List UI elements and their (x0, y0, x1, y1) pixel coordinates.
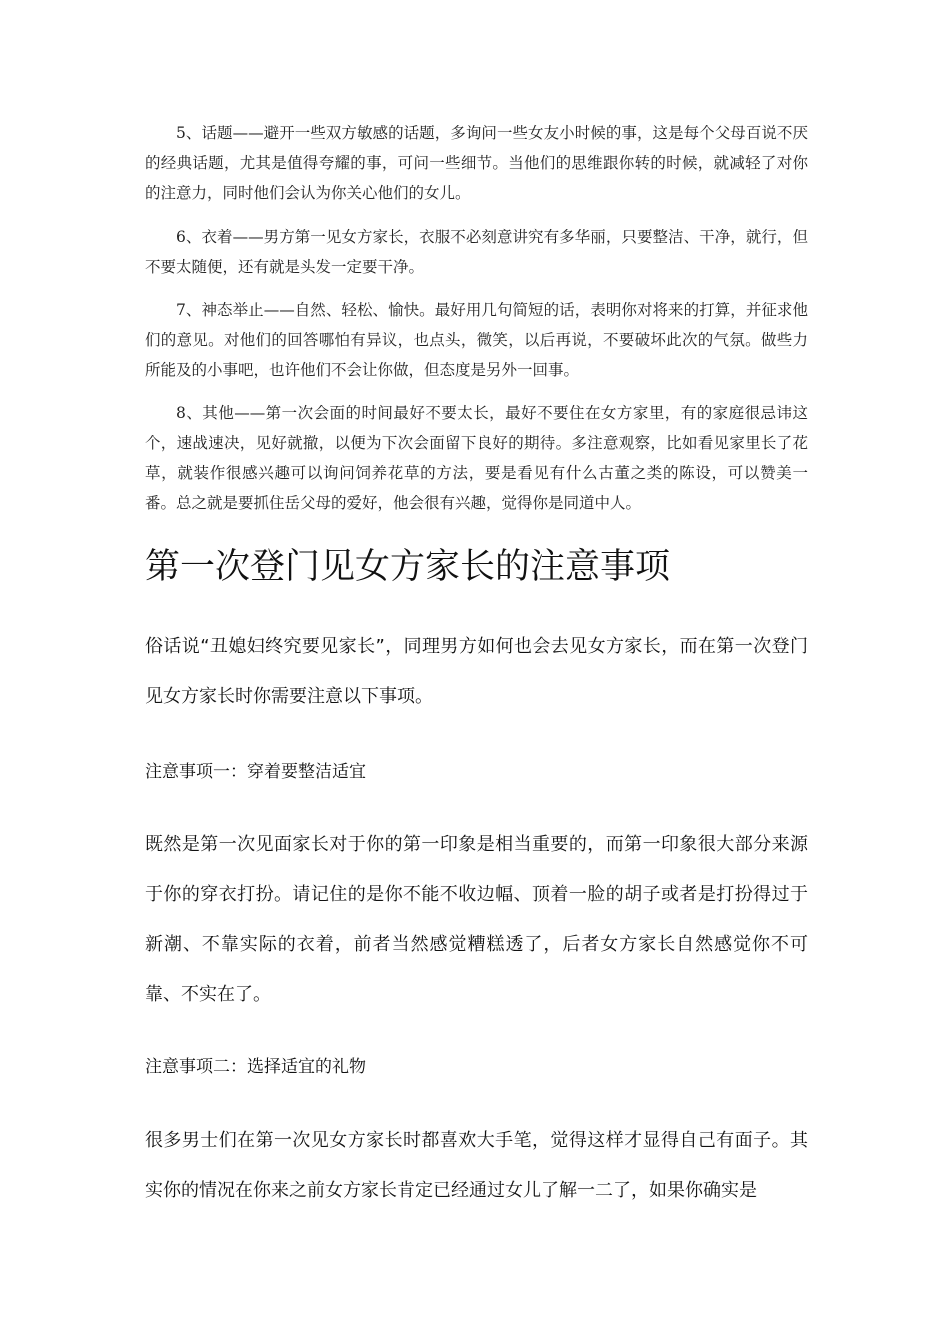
paragraph-topic: 5、话题——避开一些双方敏感的话题，多询问一些女友小时候的事，这是每个父母百说不厌的经典话题，尤其是值得夸耀的事，可问一些细节。当他们的思维跟你转的时候，就减轻了对你的注意力，同时他们会认为你关心他们的女儿。 (145, 124, 808, 202)
item2-body: 很多男士们在第一次见女方家长时都喜欢大手笔，觉得这样才显得自己有面子。其实你的情况在你来之前女方家长肯定已经通过女儿了解一二了，如果你确实是 (145, 1130, 808, 1201)
item1-body: 既然是第一次见面家长对于你的第一印象是相当重要的，而第一印象很大部分来源于你的穿衣打扮。请记住的是你不能不收边幅、顶着一脸的胡子或者是打扮得过于新潮、不靠实际的衣着，前者当然感觉糟糕透了，后者女方家长自然感觉你不可靠、不实在了。 (145, 834, 808, 1005)
article-intro: 俗话说“丑媳妇终究要见家长”，同理男方如何也会去见女方家长，而在第一次登门见女方家长时你需要注意以下事项。 (145, 636, 808, 707)
item1-heading: 注意事项一：穿着要整洁适宜 (145, 762, 366, 782)
article-title: 第一次登门见女方家长的注意事项 (145, 547, 671, 587)
paragraph-manner: 7、神态举止——自然、轻松、愉快。最好用几句简短的话，表明你对将来的打算，并征求他们的意见。对他们的回答哪怕有异议，也点头，微笑，以后再说，不要破坏此次的气氛。做些力所能及的小事吧，也许他们不会让你做，但态度是另外一回事。 (145, 301, 808, 379)
paragraph-other: 8、其他——第一次会面的时间最好不要太长，最好不要住在女方家里，有的家庭很忌讳这个，速战速决，见好就撤，以便为下次会面留下良好的期待。多注意观察，比如看见家里长了花草，就装作很感兴趣可以询问饲养花草的方法，要是看见有什么古董之类的陈设，可以赞美一番。总之就是要抓住岳父母的爱好，他会很有兴趣，觉得你是同道中人。 (145, 404, 808, 512)
item2-heading: 注意事项二：选择适宜的礼物 (145, 1057, 366, 1077)
paragraph-clothing: 6、衣着——男方第一见女方家长，衣服不必刻意讲究有多华丽，只要整洁、干净，就行，但不要太随便，还有就是头发一定要干净。 (145, 228, 808, 276)
